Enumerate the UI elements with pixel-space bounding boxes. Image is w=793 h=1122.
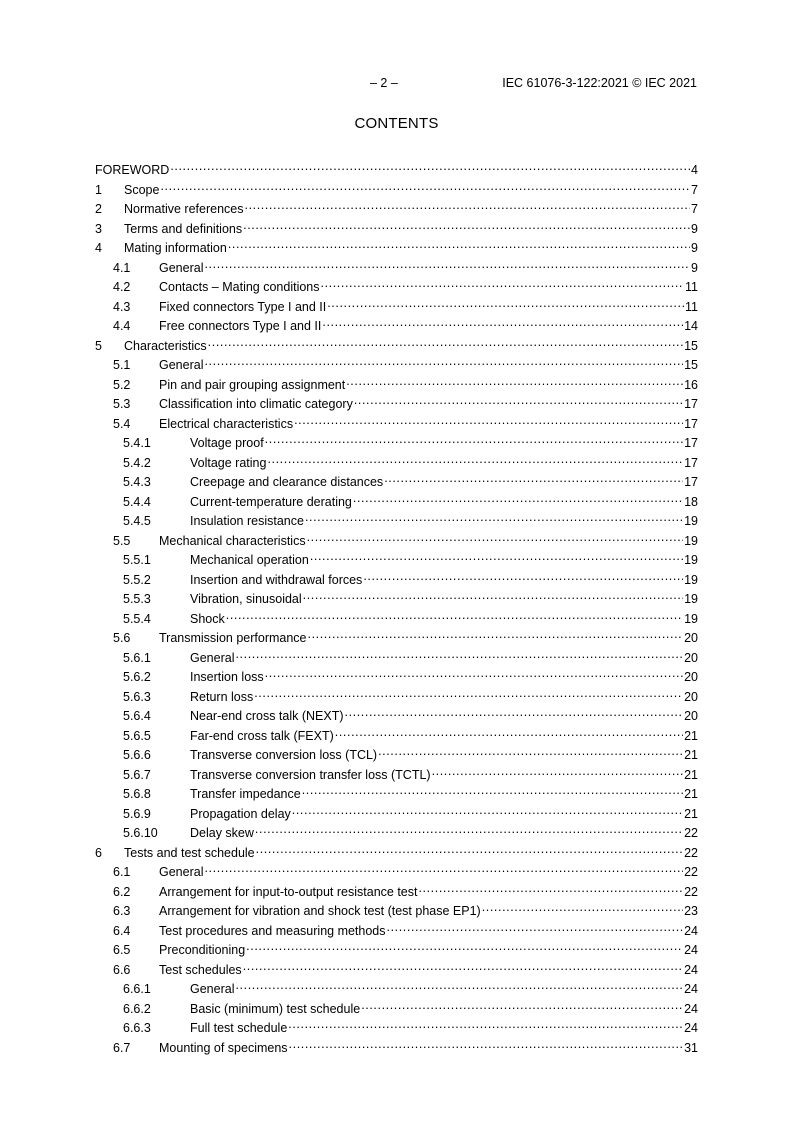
toc-entry-page: 15 [684, 338, 698, 353]
toc-entry[interactable] [95, 821, 698, 840]
toc-entry-number: 5 [95, 338, 102, 353]
toc-dot-leader [256, 841, 683, 857]
toc-entry-number: 6.6.1 [123, 982, 151, 996]
toc-dot-leader [482, 899, 683, 915]
toc-entry-label: Test procedures and measuring methods [159, 923, 386, 938]
toc-dot-leader [265, 431, 683, 447]
toc-entry[interactable] [95, 704, 698, 723]
toc-entry-label: Propagation delay [190, 806, 291, 821]
toc-entry[interactable] [95, 919, 698, 938]
toc-entry-page: 19 [684, 514, 698, 528]
toc-entry-label: Arrangement for input-to-output resistance test [159, 884, 418, 899]
toc-entry[interactable] [95, 977, 698, 996]
toc-entry-label: General [159, 865, 204, 879]
toc-entry-label: General [190, 650, 235, 665]
toc-entry-label: Characteristics [124, 338, 207, 353]
toc-entry-label: Transverse conversion loss (TCL) [190, 748, 378, 762]
toc-dot-leader [353, 490, 683, 506]
toc-entry-number: 4 [95, 241, 102, 255]
toc-entry-number: 4.4 [113, 319, 131, 333]
toc-entry-label: Pin and pair grouping assignment [159, 377, 346, 392]
toc-entry-number: 5.6.9 [123, 806, 151, 821]
toc-entry-page: 9 [691, 260, 698, 275]
toc-dot-leader [235, 646, 683, 662]
toc-entry-page: 17 [684, 475, 698, 489]
toc-entry[interactable] [95, 568, 698, 587]
toc-entry-label: Transfer impedance [190, 787, 301, 801]
toc-entry-page: 21 [684, 748, 698, 762]
toc-entry-number: 5.5.1 [123, 553, 151, 567]
toc-dot-leader [204, 860, 683, 876]
toc-entry-page: 19 [684, 572, 698, 587]
toc-entry[interactable] [95, 743, 698, 762]
toc-entry-label: Voltage rating [190, 455, 267, 470]
toc-dot-leader [354, 392, 683, 408]
toc-dot-leader [292, 802, 683, 818]
toc-entry[interactable] [95, 1016, 698, 1035]
toc-entry[interactable] [95, 841, 698, 860]
toc-entry-number: 5.6.7 [123, 767, 151, 782]
toc-entry-number: 5.5.3 [123, 592, 151, 606]
toc-entry-page: 22 [684, 884, 698, 899]
toc-entry-page: 17 [684, 397, 698, 411]
toc-entry-page: 21 [684, 767, 698, 782]
toc-entry-label: Return loss [190, 689, 254, 704]
toc-dot-leader [255, 821, 683, 837]
toc-entry[interactable] [95, 646, 698, 665]
toc-dot-leader [363, 568, 683, 584]
toc-entry-number: 2 [95, 202, 102, 216]
toc-entry-page: 19 [684, 553, 698, 567]
toc-dot-leader [418, 880, 683, 896]
toc-entry-number: 5.4.1 [123, 436, 151, 450]
toc-dot-leader [387, 919, 684, 935]
toc-entry-page: 24 [684, 1021, 698, 1035]
toc-entry-number: 6.2 [113, 884, 131, 899]
toc-entry[interactable] [95, 431, 698, 450]
toc-entry-page: 20 [684, 709, 698, 723]
toc-entry-page: 9 [691, 241, 698, 255]
toc-dot-leader [267, 451, 683, 467]
toc-entry-number: 5.6.1 [123, 650, 151, 665]
toc-entry-number: 4.1 [113, 260, 131, 275]
toc-entry-page: 11 [685, 280, 698, 294]
toc-entry-label: Near-end cross talk (NEXT) [190, 709, 344, 723]
toc-dot-leader [289, 1036, 684, 1052]
toc-dot-leader [235, 977, 683, 993]
toc-entry[interactable] [95, 860, 698, 879]
toc-dot-leader [208, 334, 683, 350]
toc-entry[interactable] [95, 899, 698, 918]
toc-entry[interactable] [95, 178, 698, 197]
toc-entry-number: 5.4 [113, 416, 131, 431]
toc-entry-page: 4 [691, 163, 698, 177]
toc-entry-label: Free connectors Type I and II [159, 319, 322, 333]
toc-entry[interactable] [95, 724, 698, 743]
toc-entry[interactable] [95, 548, 698, 567]
toc-entry-page: 9 [691, 221, 698, 236]
toc-entry[interactable] [95, 217, 698, 236]
toc-entry[interactable] [95, 295, 698, 314]
toc-dot-leader [204, 353, 683, 369]
toc-entry[interactable] [95, 626, 698, 645]
toc-entry-number: 6.6.3 [123, 1021, 151, 1035]
toc-entry-number: 5.6.3 [123, 689, 151, 704]
toc-entry-page: 20 [684, 689, 698, 704]
toc-entry-page: 17 [684, 455, 698, 470]
toc-entry-page: 19 [684, 592, 698, 606]
toc-entry[interactable] [95, 353, 698, 372]
toc-entry-label: Preconditioning [159, 943, 246, 957]
toc-entry-label: Far-end cross talk (FEXT) [190, 728, 334, 743]
toc-entry-number: 6.6 [113, 962, 131, 977]
toc-entry-page: 11 [685, 299, 698, 314]
toc-entry[interactable] [95, 509, 698, 528]
toc-entry-label: Transmission performance [159, 631, 307, 645]
toc-entry-page: 24 [684, 982, 698, 996]
toc-entry[interactable] [95, 1036, 698, 1055]
toc-dot-leader [243, 217, 690, 233]
toc-entry-number: 5.4.3 [123, 475, 151, 489]
toc-entry-label: Tests and test schedule [124, 845, 255, 860]
toc-entry-number: 5.5 [113, 533, 131, 548]
toc-entry-label: Basic (minimum) test schedule [190, 1001, 361, 1016]
toc-dot-leader [361, 997, 683, 1013]
toc-entry-label: Mechanical characteristics [159, 533, 306, 548]
toc-dot-leader [303, 587, 683, 603]
toc-dot-leader [294, 412, 683, 428]
toc-dot-leader [307, 529, 684, 545]
page-header [0, 76, 793, 92]
toc-entry-label: Delay skew [190, 826, 254, 840]
toc-entry[interactable] [95, 782, 698, 801]
toc-entry-number: 5.6.2 [123, 670, 151, 684]
toc-dot-leader [322, 314, 683, 330]
toc-entry-label: Mounting of specimens [159, 1040, 288, 1055]
toc-entry[interactable] [95, 529, 698, 548]
toc-dot-leader [160, 178, 690, 194]
toc-entry-number: 5.6 [113, 631, 131, 645]
toc-entry-label: Insertion and withdrawal forces [190, 572, 363, 587]
toc-dot-leader [226, 607, 683, 623]
toc-entry-number: 3 [95, 221, 102, 236]
toc-entry-label: Mating information [124, 241, 227, 255]
toc-entry-label: Contacts – Mating conditions [159, 280, 320, 294]
toc-entry-page: 20 [684, 650, 698, 665]
toc-entry[interactable] [95, 412, 698, 431]
toc-entry[interactable] [95, 373, 698, 392]
toc-dot-leader [384, 470, 683, 486]
toc-dot-leader [345, 704, 684, 720]
toc-entry-page: 23 [684, 904, 698, 918]
toc-entry-page: 21 [684, 728, 698, 743]
toc-entry-number: 6.5 [113, 943, 131, 957]
document-id: IEC 61076-3-122:2021 © IEC 2021 [502, 76, 697, 90]
toc-dot-leader [254, 685, 683, 701]
toc-entry[interactable] [95, 607, 698, 626]
toc-dot-leader [302, 782, 683, 798]
toc-dot-leader [321, 275, 685, 291]
toc-entry-label: Vibration, sinusoidal [190, 592, 302, 606]
toc-entry[interactable] [95, 997, 698, 1016]
toc-entry-label: Arrangement for vibration and shock test (test phase EP1) [159, 904, 481, 918]
toc-entry-label: Shock [190, 611, 225, 626]
toc-entry[interactable] [95, 334, 698, 353]
toc-entry-label: General [159, 260, 204, 275]
toc-entry-page: 24 [684, 1001, 698, 1016]
toc-dot-leader [243, 958, 683, 974]
toc-entry[interactable] [95, 158, 698, 177]
toc-entry-page: 15 [684, 358, 698, 372]
toc-dot-leader [265, 665, 683, 681]
toc-entry-label: Creepage and clearance distances [190, 475, 384, 489]
toc-entry-page: 19 [684, 533, 698, 548]
toc-entry-page: 18 [684, 494, 698, 509]
toc-entry-label: Voltage proof [190, 436, 264, 450]
toc-entry-number: 5.5.2 [123, 572, 151, 587]
toc-entry-label: Terms and definitions [124, 221, 243, 236]
toc-dot-leader [346, 373, 683, 389]
toc-entry-label: Current-temperature derating [190, 494, 352, 509]
toc-entry[interactable] [95, 392, 698, 411]
toc-entry[interactable] [95, 314, 698, 333]
toc-entry[interactable] [95, 451, 698, 470]
toc-entry-page: 17 [684, 416, 698, 431]
toc-entry-label: Full test schedule [190, 1021, 288, 1035]
toc-entry-number: 4.2 [113, 280, 131, 294]
toc-entry[interactable] [95, 763, 698, 782]
page-number: – 2 – [370, 76, 398, 90]
toc-entry-number: 5.4.4 [123, 494, 151, 509]
toc-entry-page: 20 [684, 670, 698, 684]
toc-entry[interactable] [95, 938, 698, 957]
toc-entry[interactable] [95, 197, 698, 216]
toc-entry-number: 6.3 [113, 904, 131, 918]
toc-entry-page: 24 [684, 962, 698, 977]
toc-entry-number: 5.6.4 [123, 709, 151, 723]
toc-entry-number: 5.4.2 [123, 455, 151, 470]
toc-entry-number: 5.6.5 [123, 728, 151, 743]
toc-entry-number: 5.6.6 [123, 748, 151, 762]
toc-entry-label: Normative references [124, 202, 244, 216]
toc-entry-page: 14 [684, 319, 698, 333]
toc-entry-page: 24 [684, 923, 698, 938]
toc-entry-label: Electrical characteristics [159, 416, 294, 431]
toc-entry-label: General [159, 358, 204, 372]
toc-entry-number: 5.5.4 [123, 611, 151, 626]
toc-entry-page: 21 [684, 806, 698, 821]
toc-dot-leader [305, 509, 683, 525]
toc-dot-leader [288, 1016, 683, 1032]
toc-entry-number: 5.6.10 [123, 826, 158, 840]
toc-entry[interactable] [95, 587, 698, 606]
toc-entry[interactable] [95, 470, 698, 489]
toc-entry-number: 6.1 [113, 865, 131, 879]
toc-dot-leader [432, 763, 684, 779]
toc-entry-page: 7 [691, 202, 698, 216]
page-title: CONTENTS [354, 115, 439, 132]
toc-entry[interactable] [95, 275, 698, 294]
toc-dot-leader [308, 626, 684, 642]
toc-entry[interactable] [95, 880, 698, 899]
toc-dot-leader [335, 724, 683, 740]
toc-entry[interactable] [95, 685, 698, 704]
toc-entry[interactable] [95, 236, 698, 255]
toc-dot-leader [327, 295, 684, 311]
toc-entry-label: Insertion loss [190, 670, 264, 684]
toc-entry-number: 6.6.2 [123, 1001, 151, 1016]
toc-entry-page: 7 [691, 182, 698, 197]
toc-entry-number: 5.4.5 [123, 514, 151, 528]
toc-entry-page: 22 [684, 865, 698, 879]
toc-entry-page: 21 [684, 787, 698, 801]
toc-entry-page: 22 [684, 845, 698, 860]
toc-entry-page: 24 [684, 943, 698, 957]
toc-entry[interactable] [95, 490, 698, 509]
toc-entry-label: General [190, 982, 235, 996]
toc-entry-number: 6 [95, 845, 102, 860]
toc-entry-label: Scope [124, 182, 160, 197]
toc-entry-number: 6.4 [113, 923, 131, 938]
toc-entry[interactable] [95, 802, 698, 821]
toc-dot-leader [245, 197, 691, 213]
toc-entry-label: FOREWORD [95, 163, 170, 177]
toc-dot-leader [170, 158, 690, 174]
toc-entry[interactable] [95, 958, 698, 977]
toc-dot-leader [204, 256, 690, 272]
toc-entry-number: 5.2 [113, 377, 131, 392]
toc-entry-page: 17 [684, 436, 698, 450]
toc-entry-number: 6.7 [113, 1040, 131, 1055]
toc-entry-label: Mechanical operation [190, 553, 309, 567]
toc-entry-page: 31 [684, 1040, 698, 1055]
toc-entry-number: 4.3 [113, 299, 131, 314]
toc-entry-label: Test schedules [159, 962, 242, 977]
toc-entry-label: Classification into climatic category [159, 397, 353, 411]
toc-entry-number: 5.3 [113, 397, 131, 411]
toc-entry-page: 16 [684, 377, 698, 392]
toc-dot-leader [228, 236, 690, 252]
toc-entry-number: 5.6.8 [123, 787, 151, 801]
toc-entry-label: Transverse conversion transfer loss (TCTL) [190, 767, 431, 782]
toc-entry[interactable] [95, 665, 698, 684]
toc-entry-page: 19 [684, 611, 698, 626]
toc-entry[interactable] [95, 256, 698, 275]
toc-entry-label: Fixed connectors Type I and II [159, 299, 327, 314]
toc-entry-page: 20 [684, 631, 698, 645]
toc-entry-number: 5.1 [113, 358, 131, 372]
toc-dot-leader [246, 938, 683, 954]
toc-entry-number: 1 [95, 182, 102, 197]
toc-dot-leader [310, 548, 683, 564]
toc-dot-leader [378, 743, 683, 759]
toc-entry-page: 22 [684, 826, 698, 840]
toc-entry-label: Insulation resistance [190, 514, 304, 528]
